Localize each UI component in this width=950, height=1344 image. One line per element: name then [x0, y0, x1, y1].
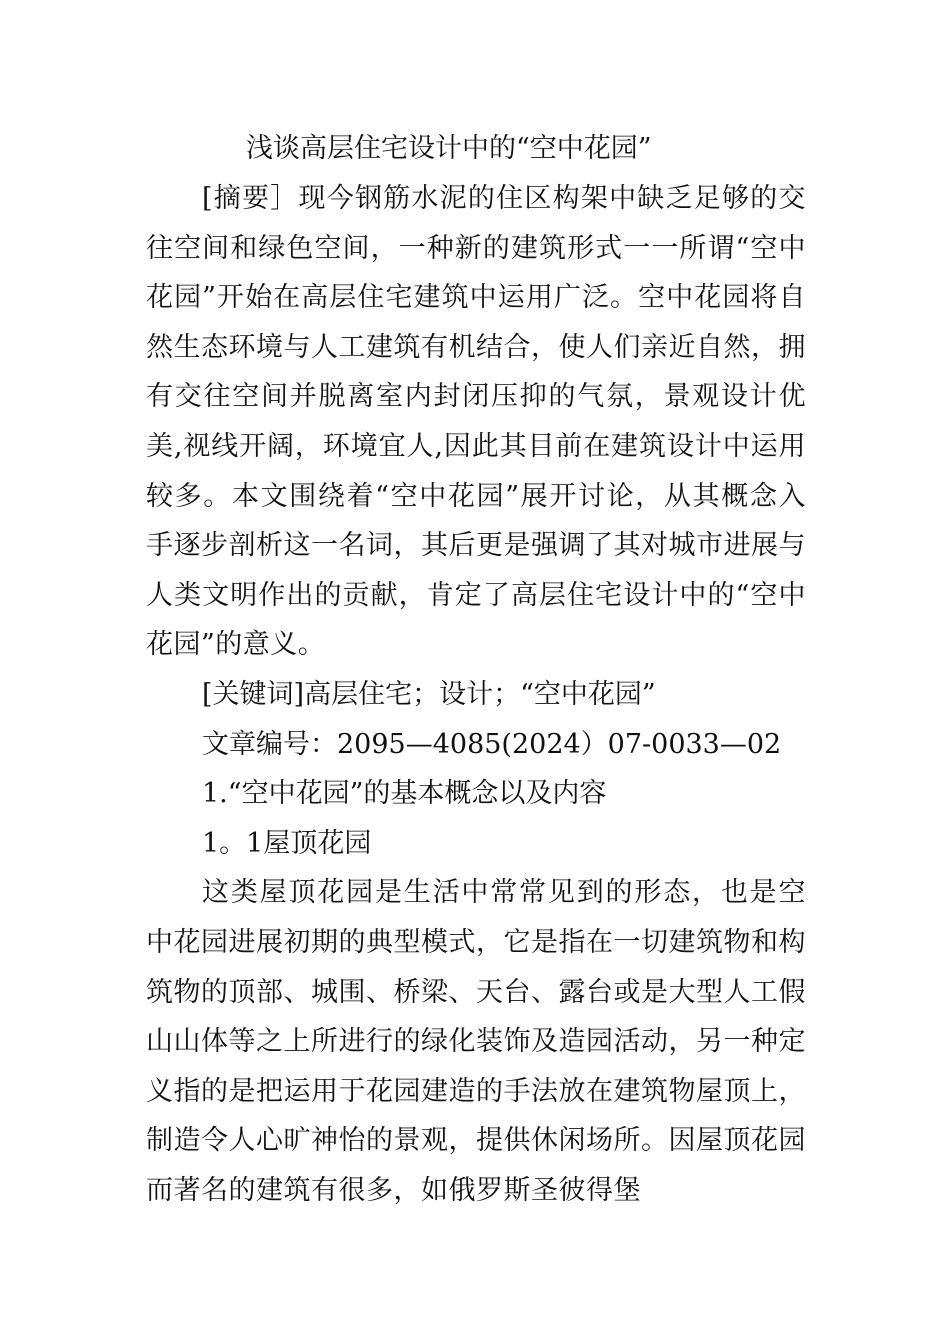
abstract-paragraph: [摘要］现今钢筋水泥的住区构架中缺乏足够的交往空间和绿色空间，一种新的建筑形式一一所谓“空中花园”开始在高层住宅建筑中运用广泛。空中花园将自然生态环境与人工建筑有机结合，使人们亲近自然，拥有交往空间并脱离室内封闭压抑的气氛，景观设计优美,视线开阔，环境宜人,因此其目前在建筑设计中运用较多。本文围绕着“空中花园”展开讨论，从其概念入手逐步剖析这一名词，其后更是强调了其对城市进展与人类文明作出的贡献，肯定了高层住宅设计中的“空中花园”的意义。 — [146, 183, 806, 661]
document-page — [146, 124, 806, 1215]
section-heading: 1.“空中花园”的基本概念以及内容 — [202, 778, 607, 810]
document-title: 浅谈高层住宅设计中的“空中花园” — [246, 133, 652, 164]
subsection-heading: 1。1屋顶花园 — [202, 827, 372, 859]
body-paragraph: 这类屋顶花园是生活中常常见到的形态，也是空中花园进展初期的典型模式，它是指在一切建筑物和构筑物的顶部、城围、桥梁、天台、露台或是大型人工假山山体等之上所进行的绿化装饰及造园活动，另一种定义指的是把运用于花园建造的手法放在建筑物屋顶上，制造令人心旷神怡的景观，提供休闲场所。因屋顶花园而著名的建筑有很多，如俄罗斯圣彼得堡 — [146, 877, 806, 1206]
keywords-line: [关键词]高层住宅；设计；“空中花园” — [202, 678, 656, 710]
article-number-line: 文章编号：2095—4085(2024）07-0033—02 — [202, 728, 782, 760]
